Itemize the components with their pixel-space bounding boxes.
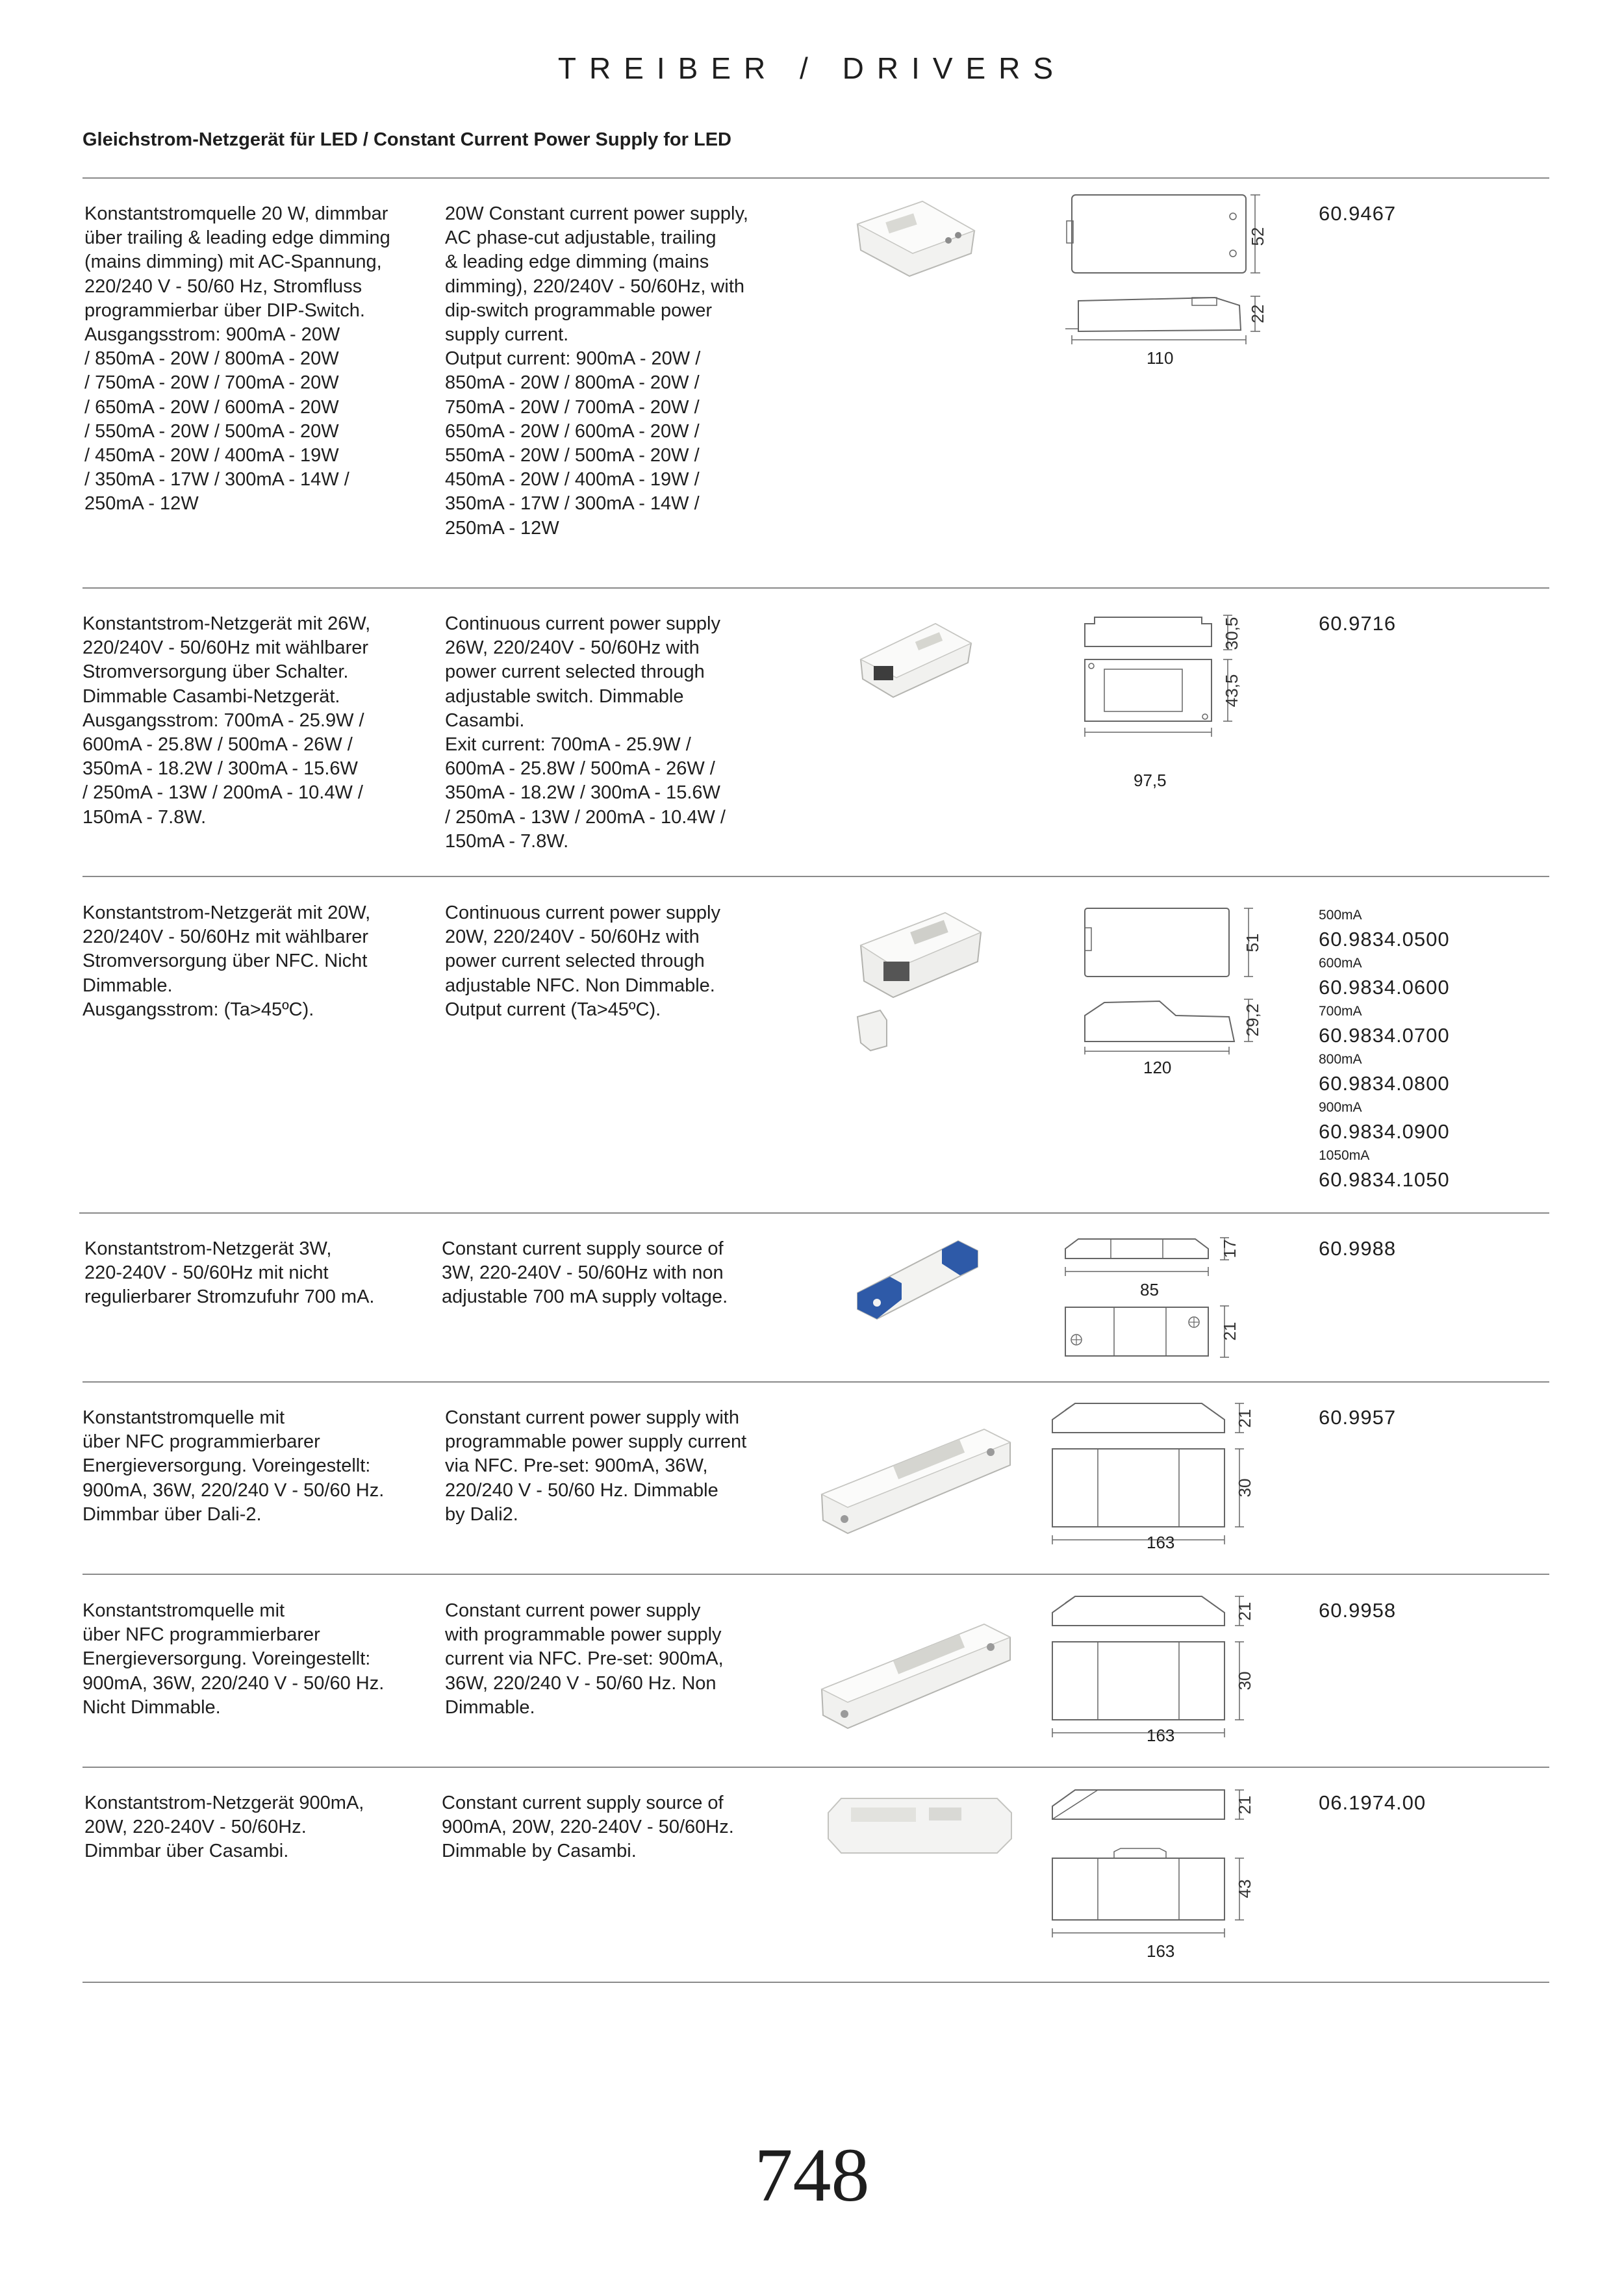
variant-current: 800mA — [1319, 1052, 1362, 1067]
product-7-description-en: Constant current supply source of 900mA, 20W, 220-240V - 50/60Hz. Dimmable by Casambi. — [442, 1793, 734, 1862]
product-7-dim-depth: 43 — [1235, 1879, 1254, 1898]
product-6-description-en: Constant current power supply with programmable power supply current via NFC. Pre-set: 900mA, 36W, 220/240 V - 50/60 Hz. Non Dimmable. — [445, 1600, 724, 1718]
product-5-description-en: Constant current power supply with programmable power supply current via NFC. Pre-set: 900mA, 36W, 220/240 V - 50/60 Hz. Dimmable by Dali2. — [445, 1407, 747, 1525]
product-2-description-de: Konstantstrom-Netzgerät mit 26W, 220/240V - 50/60Hz mit wählbarer Stromversorgung über Schalter. Dimmable Casambi-Netzgerät. Ausgangsstrom: 700mA - 25.9W / 600mA - 25.8W / 500mA - 26W / 350mA - 18.2W / 300mA - 15.6W / 250mA - 13W / 200mA - 10.4W / 150mA - 7.8W. — [82, 613, 371, 828]
page-title: TREIBER / DRIVERS — [557, 51, 1067, 85]
product-3-photo — [848, 906, 984, 1053]
product-7-dim-length: 163 — [1147, 1941, 1175, 1961]
product-3-dim-height: 51 — [1243, 933, 1262, 952]
product-4-description-en: Constant current supply source of 3W, 220-240V - 50/60Hz with non adjustable 700 mA supply voltage. — [442, 1238, 728, 1308]
product-2-dim-height: 30,5 — [1222, 617, 1241, 650]
product-2-dim-length: 97,5 — [1134, 771, 1167, 790]
variant-current: 600mA — [1319, 956, 1362, 971]
section-title: Gleichstrom-Netzgerät für LED / Constant Current Power Supply for LED — [82, 129, 731, 150]
variant-code: 60.9834.1050 — [1319, 1168, 1450, 1191]
product-7-photo — [822, 1793, 1017, 1858]
variant-current: 900mA — [1319, 1100, 1362, 1115]
variant-code: 60.9834.0800 — [1319, 1072, 1450, 1095]
product-7-code: 06.1974.00 — [1319, 1791, 1427, 1814]
divider — [82, 587, 1549, 589]
variant-code: 60.9834.0600 — [1319, 976, 1450, 999]
variant-current: 700mA — [1319, 1004, 1362, 1019]
product-4-code: 60.9988 — [1319, 1237, 1397, 1260]
divider — [82, 876, 1549, 877]
product-3-drawing — [1078, 905, 1280, 1054]
product-1-dim-length: 110 — [1147, 348, 1174, 368]
page-number: 748 — [754, 2132, 870, 2217]
divider — [82, 1574, 1549, 1575]
product-6-code: 60.9958 — [1319, 1599, 1397, 1622]
product-1-drawing — [1065, 194, 1280, 350]
divider — [82, 177, 1549, 179]
product-3-dim-depth: 29,2 — [1243, 1003, 1262, 1037]
product-1-code: 60.9467 — [1319, 202, 1397, 225]
product-2-code: 60.9716 — [1319, 612, 1397, 635]
product-6-dim-length: 163 — [1147, 1726, 1175, 1745]
product-4-description-de: Konstantstrom-Netzgerät 3W, 220-240V - 50/60Hz mit nicht regulierbarer Stromzufuhr 700 mA. — [84, 1238, 375, 1308]
product-2-description-en: Continuous current power supply 26W, 220/240V - 50/60Hz with power current selected through adjustable switch. Dimmable Casambi. Exit current: 700mA - 25.9W / 600mA - 25.8W / 500mA - 26W / 350mA - 18.2W / 300mA - 15.6W / 250mA - 13W / 200mA - 10.4W / 150mA - 7.8W. — [445, 613, 726, 852]
variant-current: 1050mA — [1319, 1148, 1370, 1163]
product-5-description-de: Konstantstromquelle mit über NFC programmierbarer Energieversorgung. Voreingestellt: 900mA, 36W, 220/240 V - 50/60 Hz. Dimmbar über Dali-2. — [82, 1407, 385, 1525]
product-4-dim-depth: 21 — [1220, 1322, 1239, 1341]
product-1-description-en: 20W Constant current power supply, AC phase-cut adjustable, trailing & leading edge dimming (mains dimming), 220/240V - 50/60Hz, with dip-switch programmable power supply current. Output current: 900mA - 20W / 850mA - 20W / 800mA - 20W / 750mA - 20W / 700mA - 20W / 650mA - 20W / 600mA - 20W / 550mA - 20W / 500mA - 20W / 450mA - 20W / 400mA - 19W / 350mA - 17W / 300mA - 14W / 250mA - 12W — [445, 203, 748, 539]
product-4-dim-height: 17 — [1220, 1239, 1239, 1258]
product-5-dim-depth: 30 — [1235, 1478, 1254, 1498]
product-1-dim-depth: 22 — [1248, 304, 1267, 324]
product-5-code: 60.9957 — [1319, 1406, 1397, 1429]
product-7-drawing — [1046, 1787, 1280, 1956]
product-6-dim-height: 21 — [1235, 1602, 1254, 1621]
product-2-drawing — [1078, 614, 1260, 757]
divider — [82, 1381, 1549, 1383]
product-5-dim-height: 21 — [1235, 1409, 1254, 1428]
product-6-dim-depth: 30 — [1235, 1671, 1254, 1691]
product-3-description-en: Continuous current power supply 20W, 220/240V - 50/60Hz with power current selected through adjustable NFC. Non Dimmable. Output current (Ta>45ºC). — [445, 902, 720, 1020]
product-6-photo — [815, 1618, 1017, 1735]
product-2-photo — [857, 620, 974, 698]
product-7-dim-height: 21 — [1235, 1795, 1254, 1815]
product-2-dim-depth: 43,5 — [1222, 674, 1241, 708]
product-5-dim-length: 163 — [1147, 1533, 1175, 1552]
divider — [79, 1212, 1549, 1214]
product-3-variant-list — [1319, 906, 1450, 1195]
divider — [82, 1767, 1549, 1768]
product-1-dim-height: 52 — [1248, 227, 1267, 246]
product-6-description-de: Konstantstromquelle mit über NFC programmierbarer Energieversorgung. Voreingestellt: 900mA, 36W, 220/240 V - 50/60 Hz. Nicht Dimmable. — [82, 1600, 385, 1718]
product-4-photo — [851, 1238, 981, 1322]
product-7-description-de: Konstantstrom-Netzgerät 900mA, 20W, 220-240V - 50/60Hz. Dimmbar über Casambi. — [84, 1793, 364, 1862]
product-1-description-de: Konstantstromquelle 20 W, dimmbar über trailing & leading edge dimming (mains dimming) mit AC-Spannung, 220/240 V - 50/60 Hz, Stromfluss programmierbar über DIP-Switch. Ausgangsstrom: 900mA - 20W / 850mA - 20W / 800mA - 20W / 750mA - 20W / 700mA - 20W / 650mA - 20W / 600mA - 20W / 550mA - 20W / 500mA - 20W / 450mA - 20W / 400mA - 19W / 350mA - 17W / 300mA - 14W / 250mA - 12W — [84, 203, 390, 515]
variant-code: 60.9834.0900 — [1319, 1120, 1450, 1143]
variant-code: 60.9834.0700 — [1319, 1024, 1450, 1047]
product-4-dim-length: 85 — [1140, 1280, 1159, 1299]
product-3-description-de: Konstantstrom-Netzgerät mit 20W, 220/240V - 50/60Hz mit wählbarer Stromversorgung über NFC. Nicht Dimmable. Ausgangsstrom: (Ta>45ºC). — [82, 902, 371, 1020]
divider — [82, 1982, 1549, 1983]
product-3-dim-length: 120 — [1143, 1058, 1172, 1077]
variant-current: 500mA — [1319, 908, 1362, 923]
product-5-photo — [815, 1423, 1017, 1540]
product-1-photo — [851, 195, 981, 279]
variant-code: 60.9834.0500 — [1319, 928, 1450, 951]
